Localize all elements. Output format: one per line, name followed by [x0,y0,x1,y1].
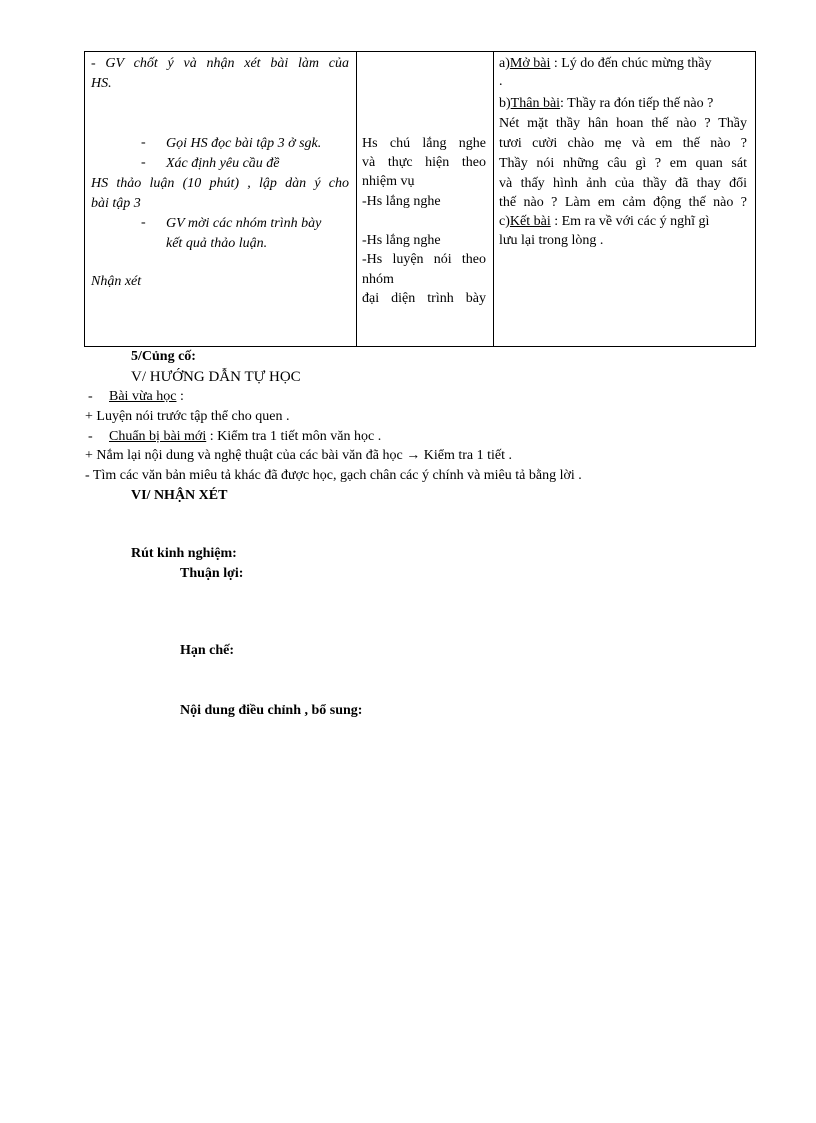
teacher-bullet-3b: kết quả thảo luận. [166,236,268,251]
student-line-2: và thực hiện theo [362,155,486,170]
lesson-table [84,51,756,347]
teacher-line-2: HS. [91,76,112,91]
intro-dot: . [499,74,503,89]
body-line-5: và thấy hình ảnh của thầy đã thay đổi [499,176,747,191]
limitations-label: Hạn chế: [180,643,235,658]
old-lesson-line [109,388,184,406]
homework-line: - Tìm các văn bản miêu tả khác đã được học, gạch chân các ý chính và miêu tả bằng lời . [85,468,582,483]
arrow-icon: → [406,448,421,463]
intro-label: Mở bài [509,56,551,71]
intro-prefix: a) [499,56,510,71]
advantages-label: Thuận lợi: [180,566,244,581]
old-lesson-label: Bài vừa học [109,389,177,404]
section-vi-heading: VI/ NHẬN XÉT [131,488,228,503]
teacher-line-3: HS thảo luận (10 phút) , lập dàn ý cho [91,176,349,191]
conclusion-text: : Em ra về với các ý nghĩ gì [550,214,710,229]
body-label: Thân bài [510,96,561,111]
bullet-dash: - [88,429,93,444]
student-activity-column [357,52,494,346]
student-line-8: đại diện trình bày [362,291,486,306]
section-v-heading: V/ HƯỚNG DẪN TỰ HỌC [131,369,301,385]
content-column [494,52,755,346]
new-lesson-rest: : Kiểm tra 1 tiết môn văn học . [206,429,382,444]
practice-line: + Luyện nói trước tập thể cho quen . [85,409,290,424]
intro-text: : Lý do đến chúc mừng thầy [550,56,712,71]
teacher-line-4: bài tập 3 [91,196,141,211]
intro-line [499,55,712,73]
conclusion-line-2: lưu lại trong lòng . [499,233,604,248]
new-lesson-label: Chuẩn bị bài mới [109,429,207,444]
bullet-dash: - [141,215,146,230]
teacher-activity-column [85,52,357,346]
teacher-bullet-2: Xác định yêu cầu đề [166,156,280,171]
review-line [85,447,512,465]
conclusion-line-1 [499,213,709,231]
teacher-bullet-3a: GV mời các nhóm trình bày [166,216,322,231]
consolidation-heading: 5/Củng cố: [131,349,196,364]
new-lesson-line [109,428,381,446]
teacher-line-1: - GV chốt ý và nhận xét bài làm của [91,56,349,71]
review-text: + Nắm lại nội dung và nghệ thuật của các bài văn đã học [85,448,407,463]
student-line-6: -Hs luyện nói theo [362,252,486,267]
experience-heading: Rút kinh nghiệm: [131,546,237,561]
body-line-3: tươi cười chào mẹ và em thế nào ? [499,136,747,151]
conclusion-prefix: c) [499,214,510,229]
body-line-4: Thầy nói những câu gì ? em quan sát [499,156,747,171]
review-test: Kiểm tra 1 tiết . [420,448,512,463]
student-line-3: nhiệm vụ [362,174,415,189]
teacher-line-5: Nhận xét [91,274,142,289]
body-line-6: thế nào ? Làm em cảm động thế nào ? [499,195,747,210]
bullet-dash: - [88,389,93,404]
body-line-1 [499,95,713,113]
bullet-dash: - [141,135,146,150]
body-prefix: b) [499,96,511,111]
body-line-2: Nét mặt thầy hân hoan thế nào ? Thầy [499,116,747,131]
conclusion-label: Kết bài [509,214,551,229]
student-line-7: nhóm [362,272,394,287]
adjustments-label: Nội dung điều chỉnh , bổ sung: [180,703,363,718]
student-line-5: -Hs lắng nghe [362,233,441,248]
body-text: : Thầy ra đón tiếp thế nào ? [560,96,714,111]
student-line-1: Hs chú lắng nghe [362,136,486,151]
old-lesson-rest: : [176,389,184,404]
student-line-4: -Hs lắng nghe [362,194,441,209]
bullet-dash: - [141,155,146,170]
teacher-bullet-1: Gọi HS đọc bài tập 3 ở sgk. [166,136,322,151]
